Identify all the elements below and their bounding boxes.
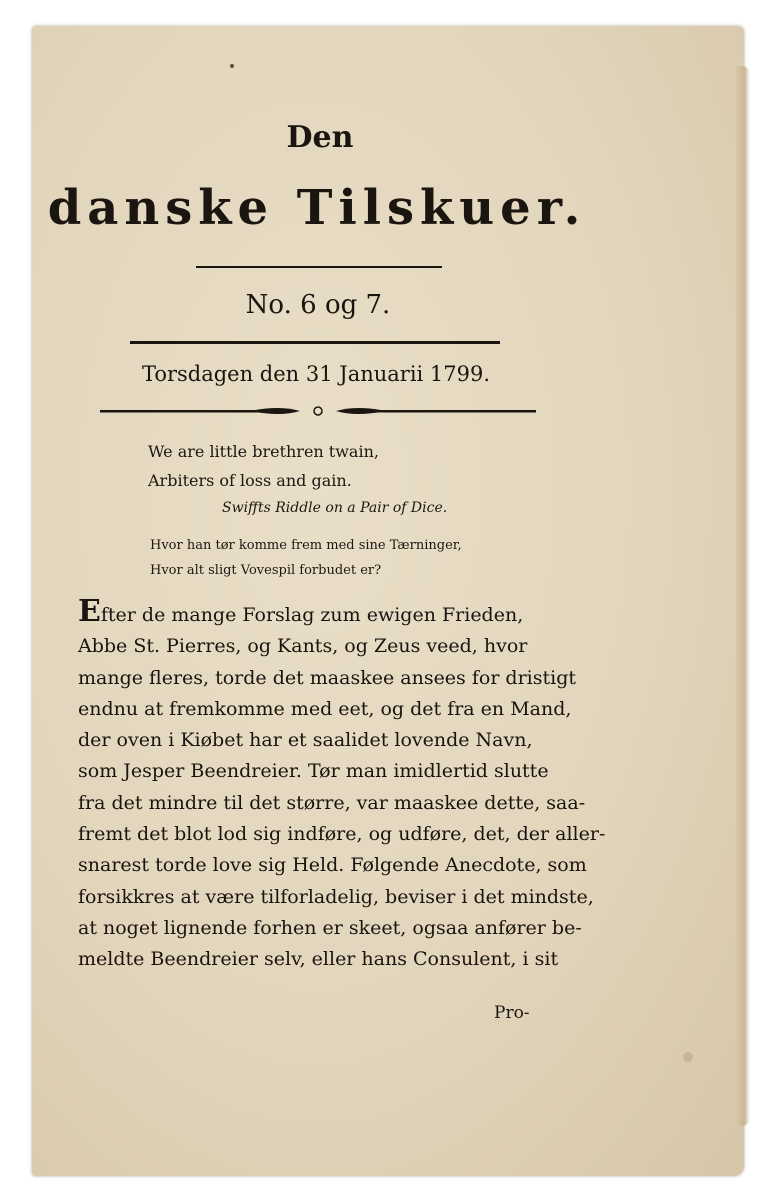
- body-line: fra det mindre til det større, var maaskee dette, saa-: [78, 791, 586, 814]
- body-line: forsikkres at være tilforladelig, beviser i det mindste,: [78, 885, 594, 908]
- body-text: [78, 594, 606, 976]
- drop-cap: E: [78, 594, 101, 629]
- epigraph-attribution: Swiffts Riddle on a Pair of Dice.: [222, 500, 448, 516]
- masthead-title: danske Tilskuer.: [47, 180, 587, 236]
- body-line: endnu at fremkomme med eet, og det fra en Mand,: [78, 697, 572, 720]
- rule-middle: [130, 341, 500, 344]
- issue-number: No. 6 og 7.: [245, 290, 391, 320]
- body-line: som Jesper Beendreier. Tør man imidlertid slutte: [78, 760, 549, 783]
- rule-top: [196, 266, 442, 268]
- epigraph-line-2: Arbiters of loss and gain.: [148, 471, 352, 490]
- body-line: [78, 594, 548, 631]
- body-line-text: fter de mange Forslag zum ewigen Frieden,: [100, 604, 524, 626]
- body-line: snarest torde love sig Held. Følgende Anecdote, som: [78, 854, 587, 877]
- catchword: Pro-: [494, 1003, 530, 1023]
- ornamental-rule: [100, 402, 536, 420]
- body-line: meldte Beendreier selv, eller hans Consulent, i sit: [78, 948, 559, 971]
- stain-mark: [230, 64, 234, 68]
- body-line: mange fleres, torde det maaskee ansees for dristigt: [78, 666, 577, 689]
- epigraph-gothic-line-1: Hvor han tør komme frem med sine Tærninger,: [150, 538, 462, 553]
- body-line: at noget lignende forhen er skeet, ogsaa anfører be-: [78, 916, 582, 939]
- issue-date: Torsdagen den 31 Januarii 1799.: [141, 362, 491, 386]
- epigraph-line-1: We are little brethren twain,: [148, 442, 379, 461]
- body-line: Abbe St. Pierres, og Kants, og Zeus veed, hvor: [78, 635, 528, 658]
- body-line: fremt det blot lod sig indføre, og udføre, det, der aller-: [78, 823, 606, 846]
- masthead-den: Den: [286, 120, 354, 155]
- stain-mark: [683, 1052, 693, 1062]
- epigraph-gothic-line-2: Hvor alt sligt Vovespil forbudet er?: [150, 563, 382, 578]
- body-line: der oven i Kiøbet har et saalidet lovende Navn,: [78, 729, 533, 752]
